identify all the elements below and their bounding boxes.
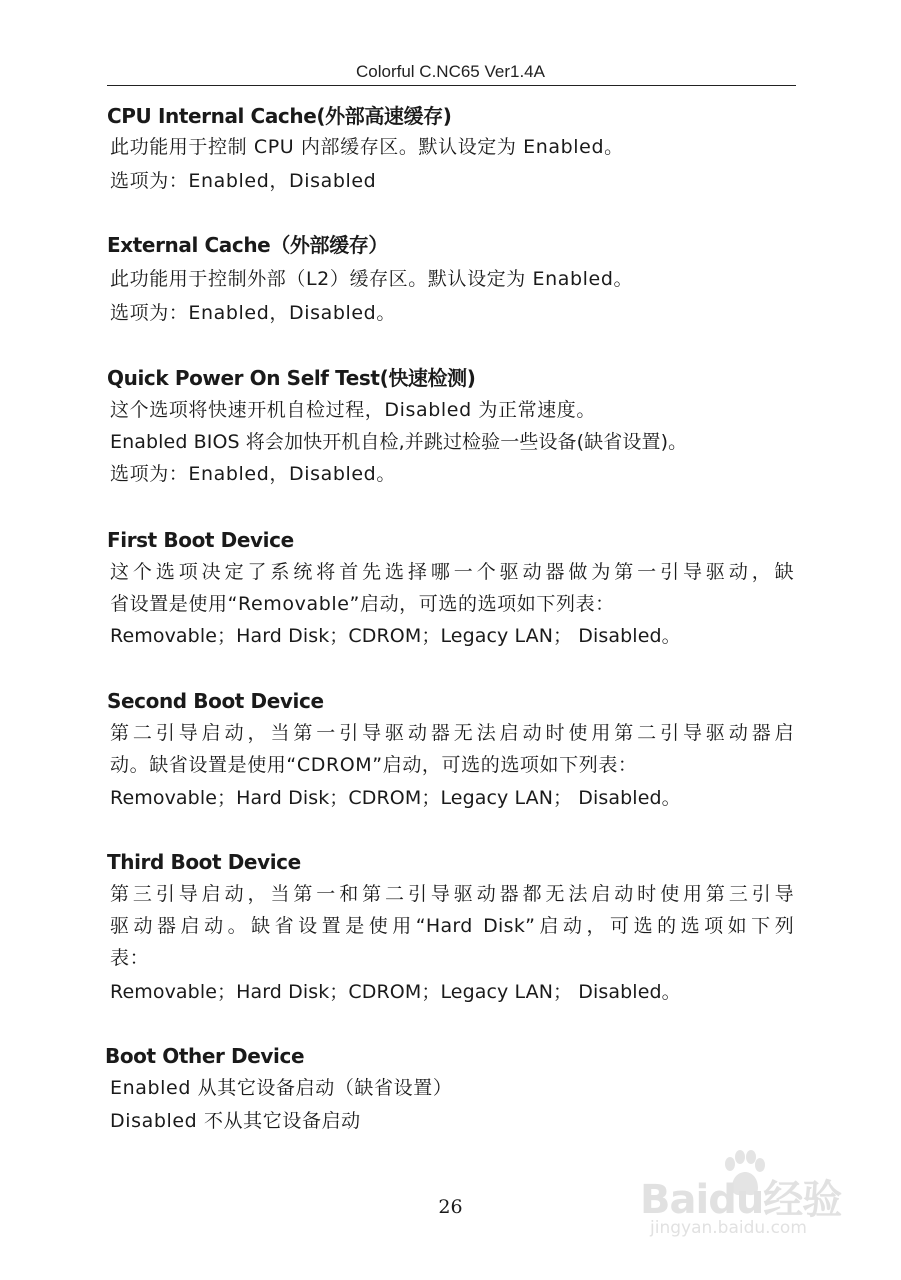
section-text: 选项为：Enabled，Disabled。 [110,302,396,324]
section-text: Removable；Hard Disk；CDROM；Legacy LAN； Disabled。 [110,625,681,647]
section-title-quick-post: Quick Power On Self Test(快速检测) [107,366,476,390]
watermark-url: jingyan.baidu.com [650,1218,807,1238]
section-text: 省设置是使用“Removable”启动，可选的选项如下列表： [110,593,615,615]
section-text: 第二引导启动，当第一引导驱动器无法启动时使用第二引导驱动器启 [110,722,794,744]
watermark-brand: Baidu经验 [640,1177,842,1223]
section-text: 这个选项决定了系统将首先选择哪一个驱动器做为第一引导驱动，缺 [110,561,794,583]
section-text: 选项为：Enabled，Disabled [110,170,377,192]
section-text: 驱动器启动。缺省设置是使用“Hard Disk”启动，可选的选项如下列 [110,915,794,937]
section-title-third-boot-device: Third Boot Device [107,850,301,874]
section-text: Enabled BIOS 将会加快开机自检,并跳过检验一些设备(缺省设置)。 [110,431,688,453]
page-number: 26 [438,1196,463,1218]
section-text: 动。缺省设置是使用“CDROM”启动，可选的选项如下列表： [110,754,638,776]
section-title-second-boot-device: Second Boot Device [107,689,324,713]
section-text: Removable；Hard Disk；CDROM；Legacy LAN； Disabled。 [110,787,681,809]
section-text: Enabled 从其它设备启动（缺省设置） [110,1077,453,1099]
section-title-cpu-internal-cache: CPU Internal Cache(外部高速缓存) [107,104,452,128]
section-text: 此功能用于控制 CPU 内部缓存区。默认设定为 Enabled。 [110,136,624,158]
section-text: 选项为：Enabled，Disabled。 [110,463,396,485]
header-divider [107,85,796,86]
section-text: 表： [110,947,150,969]
baidu-watermark [636,1146,846,1246]
section-text: Removable；Hard Disk；CDROM；Legacy LAN； Disabled。 [110,981,681,1003]
section-title-external-cache: External Cache（外部缓存） [107,233,388,257]
section-title-boot-other-device: Boot Other Device [105,1044,305,1068]
section-text: 这个选项将快速开机自检过程，Disabled 为正常速度。 [110,399,596,421]
section-text: Disabled 不从其它设备启动 [110,1110,361,1132]
section-title-first-boot-device: First Boot Device [107,528,294,552]
page-header: Colorful C.NC65 Ver1.4A [356,62,545,81]
section-text: 第三引导启动，当第一和第二引导驱动器都无法启动时使用第三引导 [110,883,794,905]
section-text: 此功能用于控制外部（L2）缓存区。默认设定为 Enabled。 [110,268,634,290]
